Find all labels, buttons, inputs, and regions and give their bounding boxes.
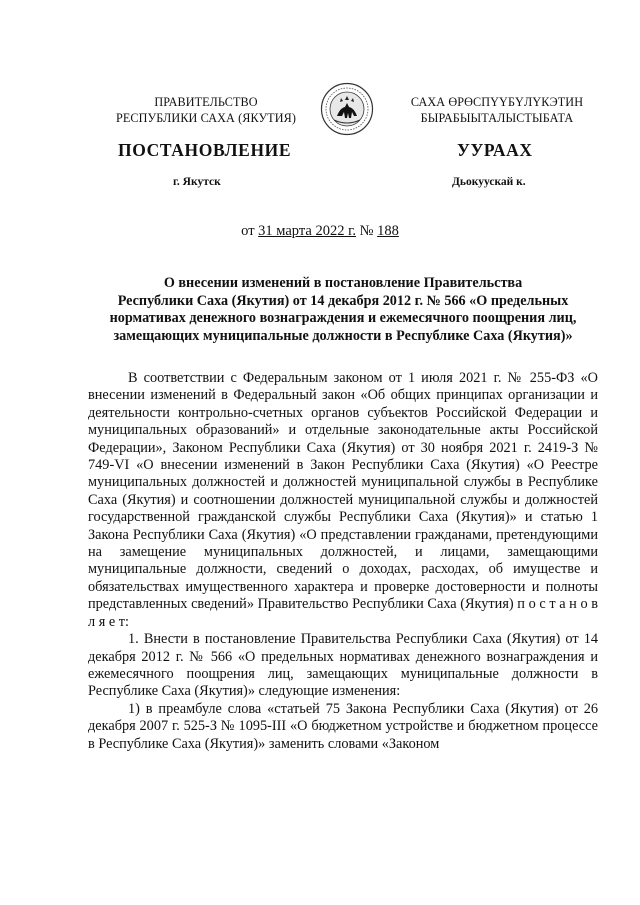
coat-of-arms-emblem — [320, 82, 374, 136]
document-number: 188 — [377, 223, 399, 239]
document-date: 31 марта 2022 г. — [258, 223, 357, 239]
city-russian: г. Якутск — [173, 176, 221, 188]
header-right-block — [382, 94, 612, 126]
title-line: О внесении изменений в постановление Правительства — [163, 275, 523, 291]
header-right-line2: БЫРАБЫЫТАЛЫСТЫБАТА — [420, 111, 574, 125]
document-body — [88, 370, 598, 753]
body-paragraph: 1) в преамбуле слова «статьей 75 Закона Республики Саха (Якутия) от 26 декабря 2007 г. 525-З № 1095-III «О бюджетном устройстве и бюджетном процессе в Республике Саха (Якутия)» заменить словами «Законом — [88, 700, 598, 752]
doc-type-russian: ПОСТАНОВЛЕНИЕ — [118, 140, 292, 160]
doc-type-yakut: УУРААХ — [457, 140, 533, 160]
city-yakut: Дьокуускай к. — [452, 176, 526, 188]
header-left-line2: РЕСПУБЛИКИ САХА (ЯКУТИЯ) — [115, 111, 297, 125]
header-left-block — [86, 94, 326, 126]
date-number-line — [0, 223, 640, 240]
title-line: Республики Саха (Якутия) от 14 декабря 2012 г. № 566 «О предельных — [117, 292, 569, 309]
date-prefix: от — [241, 223, 255, 239]
title-line: нормативах денежного вознаграждения и ежемесячного поощрения лиц, — [109, 310, 577, 327]
number-sign: № — [359, 223, 374, 239]
body-paragraph: В соответствии с Федеральным законом от 1 июля 2021 г. № 255-ФЗ «О внесении изменений в Федеральный закон «Об общих принципах организации и деятельности контрольно-счетных органов субъектов Российской Федерации и муниципальных образований» и отдельные законодательные акты Российской Федерации», Законом Республики Саха (Якутия) от 30 ноября 2021 г. 2419-З № 749-VI «О внесении изменений в Закон Республики Саха (Якутия) «О Реестре муниципальных должностей и должностей муниципальной службы в Республике Саха (Якутия) и соотношении должностей муниципальной службы и должностей государственной гражданской службы Республики Саха (Якутия)» и статью 1 Закона Республики Саха (Якутия) «О представлении гражданами, претендующими на замещение муниципальных должностей, и лицами, замещающими муниципальные должности, сведений о доходах, расходах, об имуществе и обязательствах имущественного характера и проверке достоверности и полноты представленных сведений» Правительство Республики Саха (Якутия) п о с т а н о в л я е т: — [88, 370, 598, 630]
header-right-line1: САХА ӨРӨСПҮҮБҮЛҮКЭТИН — [410, 95, 584, 109]
title-line: замещающих муниципальные должности в Республике Саха (Якутия)» — [113, 327, 573, 344]
document-title — [88, 275, 598, 345]
header-left-line1: ПРАВИТЕЛЬСТВО — [154, 95, 258, 109]
body-paragraph: 1. Внести в постановление Правительства Республики Саха (Якутия) от 14 декабря 2012 г. № 566 «О предельных нормативах денежного вознаграждения и ежемесячного поощрения лиц, замещающих муниципальные должности в Республике Саха (Якутия)» следующие изменения: — [88, 631, 598, 700]
